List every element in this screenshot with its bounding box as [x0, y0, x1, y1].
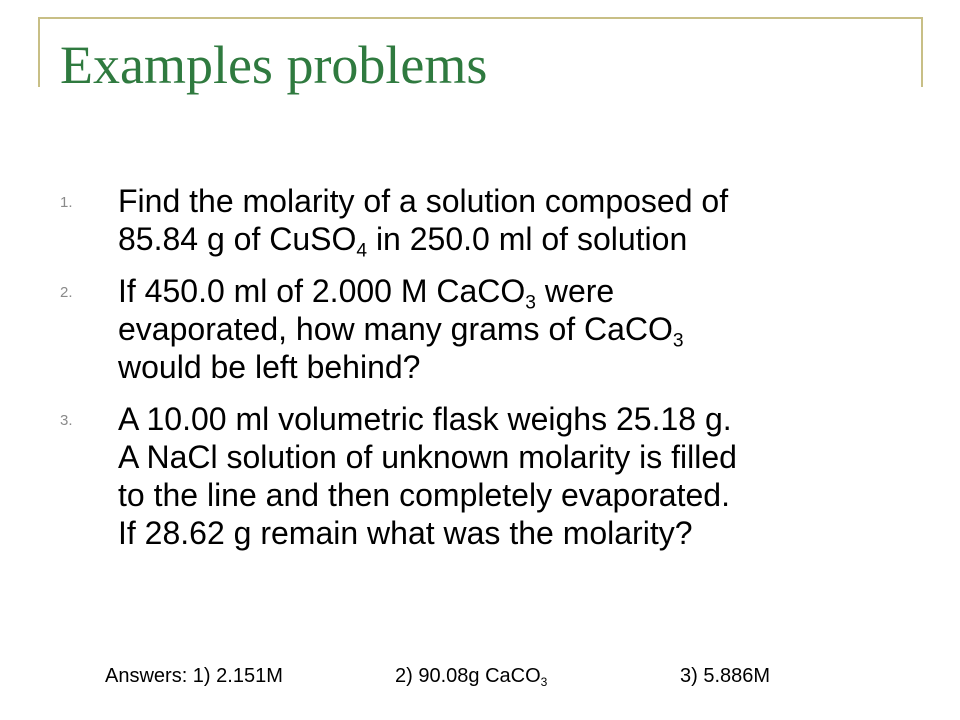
problem-item-1: [60, 182, 920, 262]
answer-2: 2) 90.08g CaCO$_3$: [395, 665, 548, 690]
problem-text: [118, 400, 920, 552]
frame-left-line: [38, 17, 40, 87]
problem-number: 1.: [60, 194, 73, 211]
problem-line: A NaCl solution of unknown molarity is filled: [118, 439, 737, 475]
problem-number: 3.: [60, 412, 73, 429]
problem-line: Find the molarity of a solution composed of: [118, 183, 729, 219]
answer-1: Answers: 1) 2.151M: [105, 665, 283, 687]
answers-row: [0, 665, 960, 695]
problem-list: [60, 182, 920, 566]
slide-title: Examples problems: [60, 35, 488, 95]
problem-item-2: [60, 272, 920, 386]
problem-item-3: [60, 400, 920, 552]
answer-3: 3) 5.886M: [680, 665, 771, 687]
problem-line: to the line and then completely evaporated.: [118, 477, 730, 513]
problem-line: If 28.62 g remain what was the molarity?: [118, 515, 693, 551]
problem-line: would be left behind?: [118, 349, 421, 385]
frame-top-line: [38, 17, 923, 19]
problem-line: 85.84 g of CuSO$_4$ in 250.0 ml of solution: [118, 221, 688, 262]
problem-line: evaporated, how many grams of CaCO$_3$: [118, 311, 684, 352]
problem-line: A 10.00 ml volumetric flask weighs 25.18 g.: [118, 401, 732, 437]
problem-number: 2.: [60, 284, 73, 301]
problem-line: If 450.0 ml of 2.000 M CaCO$_3$ were: [118, 273, 615, 314]
frame-right-line: [921, 17, 923, 87]
problem-text: [118, 272, 920, 386]
problem-text: [118, 182, 920, 262]
